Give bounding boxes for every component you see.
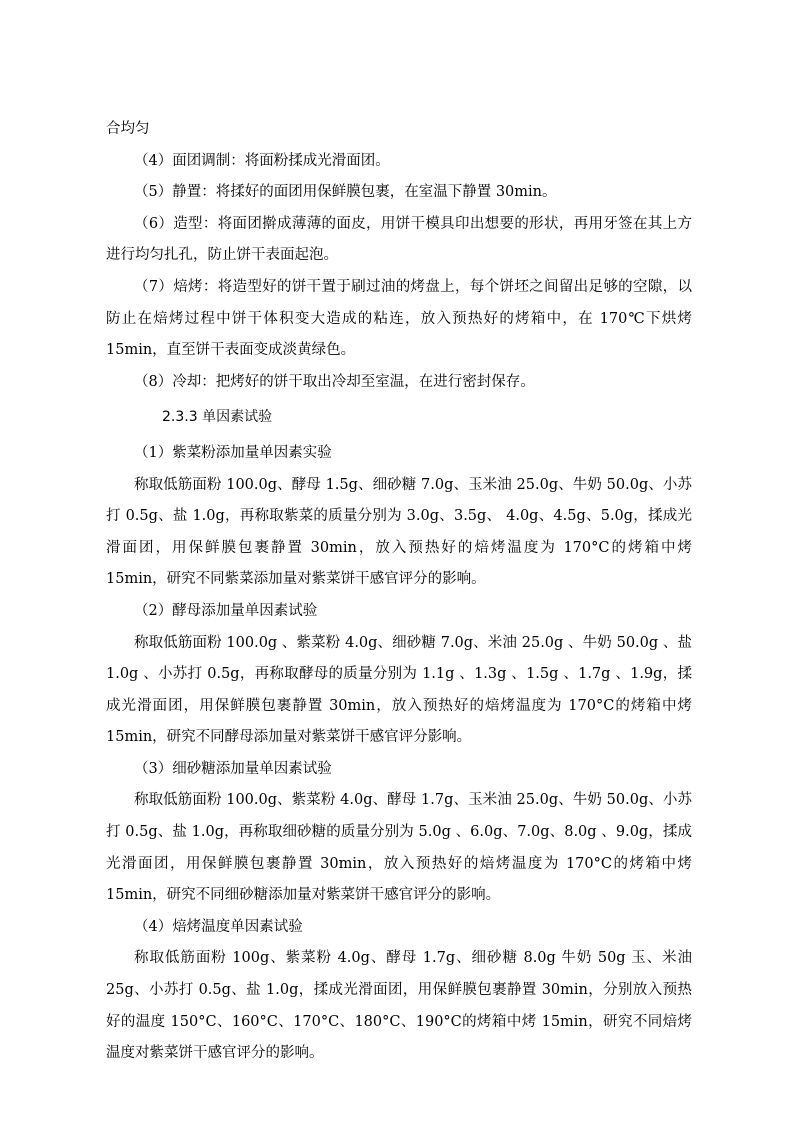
step-cooling: （8）冷却：把烤好的饼干取出冷却至室温，在进行密封保存。: [134, 373, 535, 390]
step-baking: （7）焙烤：将造型好的饼干置于刷过油的烤盘上，每个饼坯之间留出足够的空隙，以防止在焙烤过程中饼干体积变大造成的粘连，放入预热好的烤箱中，在 170℃下烘烤 15min，直至饼干表面变成淡黄绿色。: [106, 278, 692, 359]
experiment-title: （3）细砂糖添加量单因素试验: [134, 760, 332, 777]
experiment-body: 称取低筋面粉 100.0g、紫菜粉 4.0g、酵母 1.7g、玉米油 25.0g、牛奶 50.0g、小苏打 0.5g、盐 1.0g，再称取细砂糖的质量分别为 5.0g 、6.0g、7.0g、8.0g 、9.0g，揉成光滑面团，用保鲜膜包裹静置 30min，放入预热好的焙烤温度为 170°C的烤箱中烤 15min，研究不同细砂糖添加量对紫菜饼干感官评分的影响。: [106, 792, 692, 904]
document-body: [106, 114, 692, 1070]
paragraph-continuation: 合均匀: [106, 121, 150, 137]
experiment-body: 称取低筋面粉 100.0g 、紫菜粉 4.0g、细砂糖 7.0g、米油 25.0g 、牛奶 50.0g 、盐 1.0g 、小苏打 0.5g，再称取酵母的质量分别为 1.1g 、1.3g 、1.5g 、1.7g 、1.9g，揉成光滑面团，用保鲜膜包裹静置 30min，放入预热好的焙烤温度为 170°C的烤箱中烤 15min，研究不同酵母添加量对紫菜饼干感官评分影响。: [106, 634, 692, 746]
experiment-title: （1）紫菜粉添加量单因素实验: [134, 444, 332, 461]
section-heading: 2.3.3 单因素试验: [162, 409, 273, 426]
step-dough-mixing: （4）面团调制：将面粉揉成光滑面团。: [134, 152, 390, 169]
step-shaping: （6）造型：将面团擀成薄薄的面皮，用饼干模具印出想要的形状，再用牙签在其上方进行均匀扎孔，防止饼干表面起泡。: [106, 215, 692, 264]
experiment-body: 称取低筋面粉 100.0g、酵母 1.5g、细砂糖 7.0g、玉米油 25.0g、牛奶 50.0g、小苏打 0.5g、盐 1.0g，再称取紫菜的质量分别为 3.0g、3.5g、 4.0g、4.5g、5.0g，揉成光滑面团，用保鲜膜包裹静置 30min，放入预热好的焙烤温度为 170°C的烤箱中烤 15min，研究不同紫菜添加量对紫菜饼干感官评分的影响。: [106, 476, 692, 588]
step-resting: （5）静置：将揉好的面团用保鲜膜包裹，在室温下静置 30min。: [134, 184, 557, 201]
experiment-title: （4）焙烤温度单因素试验: [134, 918, 303, 935]
experiment-body: 称取低筋面粉 100g、紫菜粉 4.0g、酵母 1.7g、细砂糖 8.0g 牛奶 50g 玉、米油 25g、小苏打 0.5g、盐 1.0g，揉成光滑面团，用保鲜膜包裹静置 30min，分别放入预热好的温度 150°C、160°C、170°C、180°C、190°C的烤箱中烤 15min，研究不同焙烤温度对紫菜饼干感官评分的影响。: [106, 950, 692, 1062]
experiment-title: （2）酵母添加量单因素试验: [134, 602, 318, 619]
